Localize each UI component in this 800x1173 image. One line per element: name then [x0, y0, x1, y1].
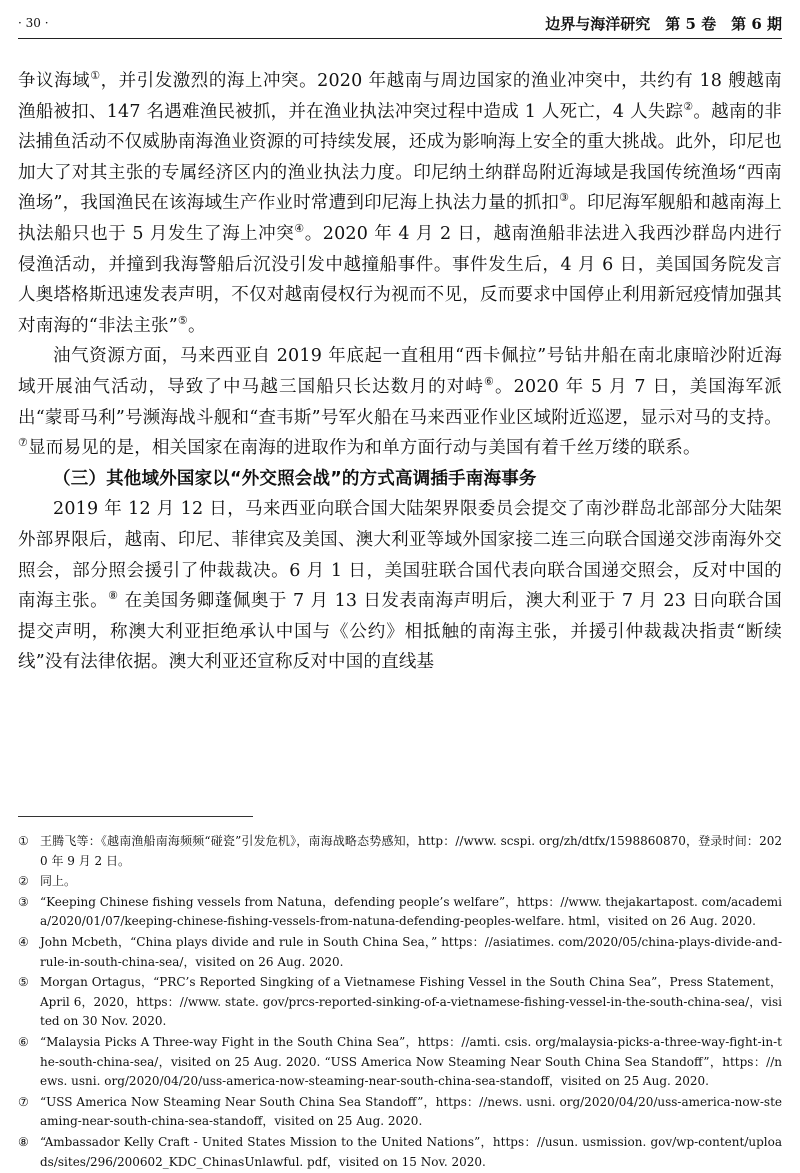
- footnote-ref: ③: [559, 191, 570, 205]
- paragraph-2: [18, 341, 782, 463]
- footnote-item: [18, 933, 782, 972]
- page-number: · 30 ·: [18, 16, 49, 30]
- footnote-item: [18, 832, 782, 871]
- text-run: 。: [187, 315, 206, 336]
- text-run: 。越南的非法捕鱼活动不仅威胁南海渔业资源的可持续发展，还成为影响海上安全的重大挑战。此外，印尼也加大了对其主张的专属经济区内的渔业执法力度。印尼纳土纳群岛附近海域是我国传统渔场“西南渔场”，我国渔民在该海域生产作业时常遭到印尼海上执法力量的抓扣: [18, 101, 783, 214]
- footnote-item: [18, 973, 782, 1032]
- running-header: [18, 8, 782, 39]
- footnote-item: [18, 872, 782, 892]
- footnote-marker: ⑦: [18, 1094, 29, 1109]
- section-heading: （三）其他域外国家以“外交照会战”的方式高调插手南海事务: [53, 468, 537, 489]
- text-run: 。印尼海军舰船和越南海上执法船只也于 5 月发生了海上冲突: [18, 193, 782, 244]
- footnote-item: [18, 1133, 782, 1172]
- text-run: ，并引发激烈的海上冲突。2020 年越南与周边国家的渔业冲突中，共约有 18 艘越南渔船被扣、147 名遇难渔民被抓，并在渔业执法冲突过程中造成 1 人死亡，4 人失踪: [18, 71, 783, 122]
- paragraph-3: [18, 494, 782, 678]
- journal-title: 边界与海洋研究 第 5 卷 第 6 期: [545, 14, 782, 33]
- footnote-item: [18, 1033, 782, 1092]
- footnote-separator: [18, 816, 253, 817]
- footnote-ref: ⑧: [108, 589, 119, 603]
- text-run: 。2020 年 4 月 2 日，越南渔船非法进入我西沙群岛内进行侵渔活动，并撞到我海警船后沉没引发中越撞船事件。事件发生后，4 月 6 日，美国国务院发言人奥塔格斯迅速发表声明，不仅对越南侵权行为视而不见，反而要求中国停止利用新冠疫情加强其对南海的“非法主张”: [18, 223, 782, 336]
- paragraph-1: [18, 66, 782, 341]
- footnote-text: “USS America Now Steaming Near South China Sea Standoff”，https：//news. usni. org/2020/04/20/uss-america-now-steaming-near-south-china-sea-standoff，visited on 25 Aug. 2020.: [40, 1094, 782, 1129]
- footnote-text: 同上。: [40, 874, 77, 889]
- footnote-text: Morgan Ortagus，“PRC’s Reported Singking of a Vietnamese Fishing Vessel in the South China Sea”，Press Statement，April 6，2020，https：//www. state. gov/prcs-reported-sinking-of-a-vietnamese-fishing-vessel-in-the-south-china-sea/，visited on 30 Nov. 2020.: [40, 975, 782, 1029]
- footnote-ref: ⑦: [18, 436, 29, 450]
- text-run: 2019 年 12 月 12 日，马来西亚向联合国大陆架界限委员会提交了南沙群岛北部部分大陆架外部界限后，越南、印尼、菲律宾及美国、澳大利亚等域外国家接二连三向联合国递交涉南海外交照会，部分照会援引了仲裁裁决。6 月 1 日，美国驻联合国代表向联合国递交照会，反对中国的南海主张。: [18, 499, 782, 612]
- text-run: 油气资源方面，马来西亚自 2019 年底起一直租用“西卡佩拉”号钻井船在南北康暗沙附近海域开展油气活动，导致了中马越三国船只长达数月的对峙: [18, 346, 782, 397]
- footnote-item: [18, 1093, 782, 1132]
- footnote-text: John Mcbeth，“China plays divide and rule in South China Sea，” https：//asiatimes. com/2020/05/china-plays-divide-and-rule-in-south-china-sea/，visited on 26 Aug. 2020.: [40, 934, 782, 969]
- footnote-ref: ⑤: [177, 313, 188, 327]
- footnote-text: “Ambassador Kelly Craft - United States Mission to the United Nations”，https：//usun. usmission. gov/wp-content/uploads/sites/296/200602_KDC_ChinasUnlawful. pdf，visited on 15 Nov. 2020.: [40, 1134, 782, 1169]
- footnotes: [18, 832, 782, 1173]
- footnote-marker: ③: [18, 894, 29, 909]
- footnote-marker: ⑤: [18, 975, 29, 990]
- footnote-ref: ②: [683, 99, 694, 113]
- text-run: 在美国务卿蓬佩奥于 7 月 13 日发表南海声明后，澳大利亚于 7 月 23 日向联合国提交声明，称澳大利亚拒绝承认中国与《公约》相抵触的南海主张，并援引仲裁裁决指责“断续线”没有法律依据。澳大利亚还宣称反对中国的直线基: [18, 591, 783, 673]
- footnote-marker: ⑥: [18, 1034, 29, 1049]
- footnote-text: “Malaysia Picks A Three-way Fight in the South China Sea”，https：//amti. csis. org/malaysia-picks-a-three-way-fight-in-the-south-china-sea/，visited on 25 Aug. 2020. “USS America Now Steaming Near South China Sea Standoff”，https：//news. usni. org/2020/04/20/uss-america-now-steaming-near-south-china-sea-standoff，visited on 25 Aug. 2020.: [40, 1034, 782, 1089]
- footnote-item: [18, 893, 782, 932]
- footnote-ref: ①: [90, 69, 101, 83]
- footnote-text: 王腾飞等：《越南渔船南海频频“碰瓷”引发危机》，南海战略态势感知，http：//www. scspi. org/zh/dtfx/1598860870，登录时间：2020 年 9 月 2 日。: [40, 834, 782, 868]
- footnote-ref: ④: [294, 222, 305, 236]
- footnote-marker: ④: [18, 934, 29, 949]
- footnote-text: “Keeping Chinese fishing vessels from Natuna，defending people’s welfare”，https：//www. thejakartapost. com/academia/2020/01/07/keeping-chinese-fishing-vessels-from-natuna-defending-peoples-welfare. html，visited on 26 Aug. 2020.: [40, 894, 783, 929]
- main-text: [18, 66, 782, 678]
- footnote-ref: ⑥: [484, 375, 496, 389]
- footnote-marker: ①: [18, 834, 29, 848]
- text-run: 。2020 年 5 月 7 日，美国海军派出“蒙哥马利”号濒海战斗舰和“查韦斯”号军火船在马来西亚作业区域附近巡逻，显示对马的支持。: [18, 376, 783, 428]
- footnote-marker: ②: [18, 874, 29, 889]
- footnote-marker: ⑧: [18, 1134, 29, 1149]
- text-run: 显而易见的是，相关国家在南海的进取作为和单方面行动与美国有着千丝万缕的联系。: [28, 438, 701, 459]
- text-run: 争议海域: [18, 71, 91, 91]
